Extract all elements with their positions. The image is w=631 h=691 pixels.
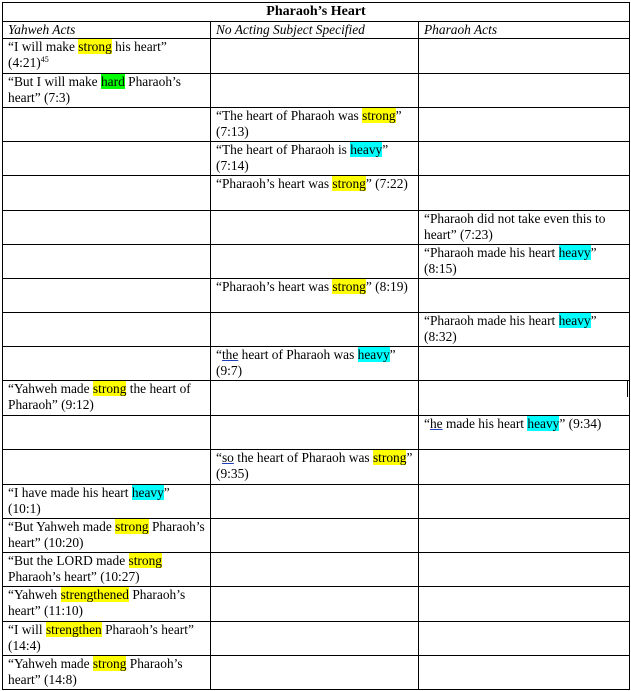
table-cell [211, 519, 419, 553]
highlighted-word: strong [332, 176, 366, 191]
cell-text: “Yahweh made [8, 381, 93, 396]
cell-text: “I will [8, 622, 46, 637]
table-cell [211, 211, 419, 245]
cell-text: the heart of Pharaoh” (9:12) [8, 381, 191, 412]
column-header-yahweh-acts: Yahweh Acts [3, 22, 211, 39]
cell-text: “Pharaoh did not take even this to heart” (7:23) [424, 211, 606, 242]
cell-text: “ [216, 347, 222, 362]
table-cell [3, 347, 211, 381]
highlighted-word: heavy [558, 245, 591, 260]
table-cell [419, 416, 630, 450]
column-header-no-subject: No Acting Subject Specified [211, 22, 419, 39]
table-cell [419, 279, 630, 313]
cell-text: Pharaoh’s heart” (14:4) [8, 622, 194, 653]
cell-text: “Pharaoh’s heart was [216, 176, 333, 191]
highlighted-word: strengthen [45, 622, 102, 637]
cell-text: “I have made his heart [8, 485, 132, 500]
cell-text: “Yahweh made [8, 656, 93, 671]
cell-text: “The heart of Pharaoh is [216, 142, 351, 157]
table-row [3, 485, 630, 519]
table-cell [419, 656, 630, 690]
cell-text: Pharaoh’s heart” (7:3) [8, 74, 181, 105]
table-row [3, 450, 630, 485]
cell-text: ” (10:1) [8, 485, 170, 516]
table-cell [3, 313, 211, 347]
table-cell [419, 176, 630, 211]
table-cell [419, 622, 630, 656]
cell-text: ” (7:14) [216, 142, 389, 173]
table-cell [211, 656, 419, 690]
cell-text: “Pharaoh made his heart [424, 313, 559, 328]
highlighted-word: heavy [131, 485, 164, 500]
table-row [3, 622, 630, 656]
highlighted-word: strong [92, 656, 127, 671]
table-row [3, 313, 630, 347]
column-header-pharaoh-acts: Pharaoh Acts [419, 22, 630, 39]
highlighted-word: strong [372, 450, 407, 465]
cell-text: Pharaoh’s heart” (10:20) [8, 519, 205, 550]
table-cell [211, 39, 419, 74]
table-cell [3, 176, 211, 211]
cell-text: ” (9:35) [216, 450, 413, 481]
table-cell [211, 450, 419, 485]
table-cell [211, 347, 419, 381]
table-cell [419, 245, 630, 279]
cell-text: “The heart of Pharaoh was [216, 108, 363, 123]
highlighted-word: heavy [527, 416, 560, 431]
table-cell [3, 279, 211, 313]
table-row [3, 656, 630, 690]
table-row [3, 142, 630, 176]
cell-text: ” (9:34) [559, 416, 602, 431]
table-cell [3, 553, 211, 587]
table-cell [419, 313, 630, 347]
highlighted-word: strong [332, 279, 366, 294]
table-row [3, 381, 630, 416]
table-cell [419, 211, 630, 245]
table-row [3, 211, 630, 245]
table-row [3, 347, 630, 381]
cell-text: “Pharaoh made his heart [424, 245, 559, 260]
table-row [3, 39, 630, 74]
table-cell [211, 416, 419, 450]
table-row [3, 108, 630, 142]
cell-text: his heart” (4:21) [8, 39, 167, 70]
table-cell [3, 485, 211, 519]
table-cell [419, 553, 630, 587]
table-row [3, 416, 630, 450]
table-cell [211, 553, 419, 587]
table-cell [211, 381, 419, 416]
table-cell [419, 381, 630, 416]
table-cell [3, 416, 211, 450]
cell-text: “But I will make [8, 74, 101, 89]
highlighted-word: strong [78, 39, 112, 54]
table-cell [211, 245, 419, 279]
cell-text: ” (9:7) [216, 347, 396, 378]
cell-text: “But Yahweh made [8, 519, 116, 534]
table-row [3, 519, 630, 553]
table-row [3, 279, 630, 313]
table-cell [211, 485, 419, 519]
highlighted-word: heavy [558, 313, 591, 328]
table-cell [211, 74, 419, 108]
cell-text: “ [216, 450, 222, 465]
cell-text: “ [424, 416, 430, 431]
table-cell [211, 587, 419, 622]
table-title: Pharaoh’s Heart [3, 3, 630, 22]
cell-text: the [221, 347, 239, 362]
highlighted-word: strengthened [60, 587, 129, 602]
cell-text: “Yahweh [8, 587, 61, 602]
cell-text: Pharaoh’s heart” (10:27) [8, 569, 140, 584]
cell-text: he [429, 416, 443, 431]
table-cell [3, 211, 211, 245]
highlighted-word: strong [128, 553, 162, 568]
table-cell [419, 485, 630, 519]
table-cell [3, 656, 211, 690]
highlighted-word: strong [115, 519, 149, 534]
table-cell [419, 519, 630, 553]
table-body [3, 39, 630, 690]
cell-text: Pharaoh’s heart” (14:8) [8, 656, 183, 687]
cell-text: “But the LORD made [8, 553, 129, 568]
cell-text: ” (7:13) [216, 108, 402, 139]
table-cell [211, 622, 419, 656]
highlighted-word: strong [362, 108, 396, 123]
table-row [3, 245, 630, 279]
table-cell [3, 108, 211, 142]
cell-text: “I will make [8, 39, 79, 54]
pharaohs-heart-table [2, 2, 630, 690]
cell-text: the heart of Pharaoh was [233, 450, 373, 465]
cell-text: ” (8:32) [424, 313, 597, 344]
table-cell [211, 108, 419, 142]
table-cell [419, 142, 630, 176]
table-cell [3, 245, 211, 279]
table-cell [3, 381, 211, 416]
table-row [3, 176, 630, 211]
table-cell [3, 450, 211, 485]
table-cell [3, 587, 211, 622]
table-cell [211, 176, 419, 211]
cell-text: ” (8:15) [424, 245, 597, 276]
cell-text: ” (8:19) [365, 279, 408, 294]
highlighted-word: heavy [350, 142, 383, 157]
highlighted-word: strong [92, 381, 127, 396]
table-cell [419, 74, 630, 108]
table-cell [3, 622, 211, 656]
highlighted-word: heavy [357, 347, 390, 362]
cell-text: so [221, 450, 234, 465]
table-cell [419, 587, 630, 622]
table-cell [211, 313, 419, 347]
table-cell [3, 519, 211, 553]
table-cell [3, 39, 211, 74]
margin-marker [627, 381, 628, 397]
table-cell [419, 347, 630, 381]
table-cell [419, 39, 630, 74]
table-cell [419, 450, 630, 485]
cell-text: made his heart [442, 416, 528, 431]
table-row [3, 553, 630, 587]
table-row [3, 587, 630, 622]
table-row [3, 74, 630, 108]
cell-text: heart of Pharaoh was [238, 347, 358, 362]
cell-text: “Pharaoh’s heart was [216, 279, 333, 294]
cell-text: Pharaoh’s heart” (11:10) [8, 587, 186, 618]
table-cell [211, 142, 419, 176]
table-cell [3, 142, 211, 176]
footnote-ref: 45 [40, 55, 49, 64]
highlighted-word: hard [100, 74, 125, 89]
table-cell [211, 279, 419, 313]
table-cell [3, 74, 211, 108]
table-cell [419, 108, 630, 142]
cell-text: ” (7:22) [365, 176, 408, 191]
